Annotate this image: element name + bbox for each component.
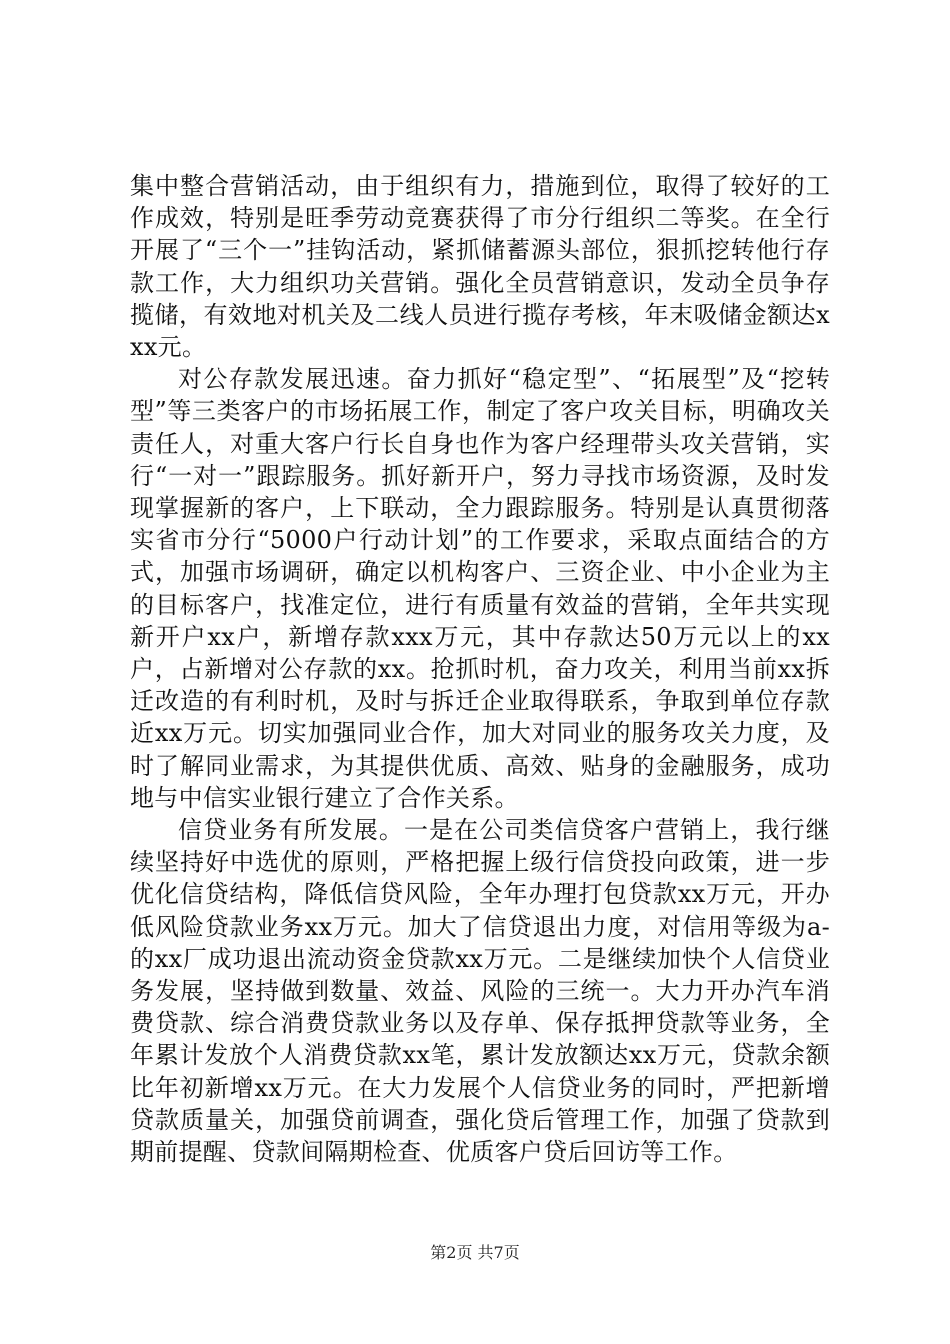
paragraph-savings-marketing: 集中整合营销活动，由于组织有力，措施到位，取得了较好的工作成效，特别是旺季劳动竞赛获得了市分行组织二等奖。在全行开展了“三个一”挂钩活动，紧抓储蓄源头部位，狠抓挖转他行存款工作，大力组织功关营销。强化全员营销意识，发动全员争存揽储，有效地对机关及二线人员进行揽存考核，年末吸储金额达xxx元。 — [130, 172, 830, 362]
paragraph-corporate-deposits: 对公存款发展迅速。奋力抓好“稳定型”、“拓展型”及“挖转型”等三类客户的市场拓展工作，制定了客户攻关目标，明确攻关责任人，对重大客户行长自身也作为客户经理带头攻关营销，实行“一对一”跟踪服务。抓好新开户，努力寻找市场资源，及时发现掌握新的客户，上下联动，全力跟踪服务。特别是认真贯彻落实省市分行“5000户行动计划”的工作要求，采取点面结合的方式，加强市场调研，确定以机构客户、三资企业、中小企业为主的目标客户，找准定位，进行有质量有效益的营销，全年共实现新开户xx户，新增存款xxx万元，其中存款达50万元以上的xx户，占新增对公存款的xx。抢抓时机，奋力攻关，利用当前xx拆迁改造的有利时机，及时与拆迁企业取得联系，争取到单位存款近xx万元。切实加强同业合作，加大对同业的服务攻关力度，及时了解同业需求，为其提供优质、高效、贴身的金融服务，成功地与中信实业银行建立了合作关系。 — [130, 365, 830, 812]
document-body — [130, 170, 830, 1168]
paragraph-credit-business: 信贷业务有所发展。一是在公司类信贷客户营销上，我行继续坚持好中选优的原则，严格把握上级行信贷投向政策，进一步优化信贷结构，降低信贷风险，全年办理打包贷款xx万元，开办低风险贷款业务xx万元。加大了信贷退出力度，对信用等级为a-的xx厂成功退出流动资金贷款xx万元。二是继续加快个人信贷业务发展，坚持做到数量、效益、风险的三统一。大力开办汽车消费贷款、综合消费贷款业务以及存单、保存抵押贷款等业务，全年累计发放个人消费贷款xx笔，累计发放额达xx万元，贷款余额比年初新增xx万元。在大力发展个人信贷业务的同时，严把新增贷款质量关，加强贷前调查，强化贷后管理工作，加强了贷款到期前提醒、贷款间隔期检查、优质客户贷后回访等工作。 — [130, 816, 830, 1167]
page-number-footer: 第2页 共7页 — [430, 1243, 520, 1262]
